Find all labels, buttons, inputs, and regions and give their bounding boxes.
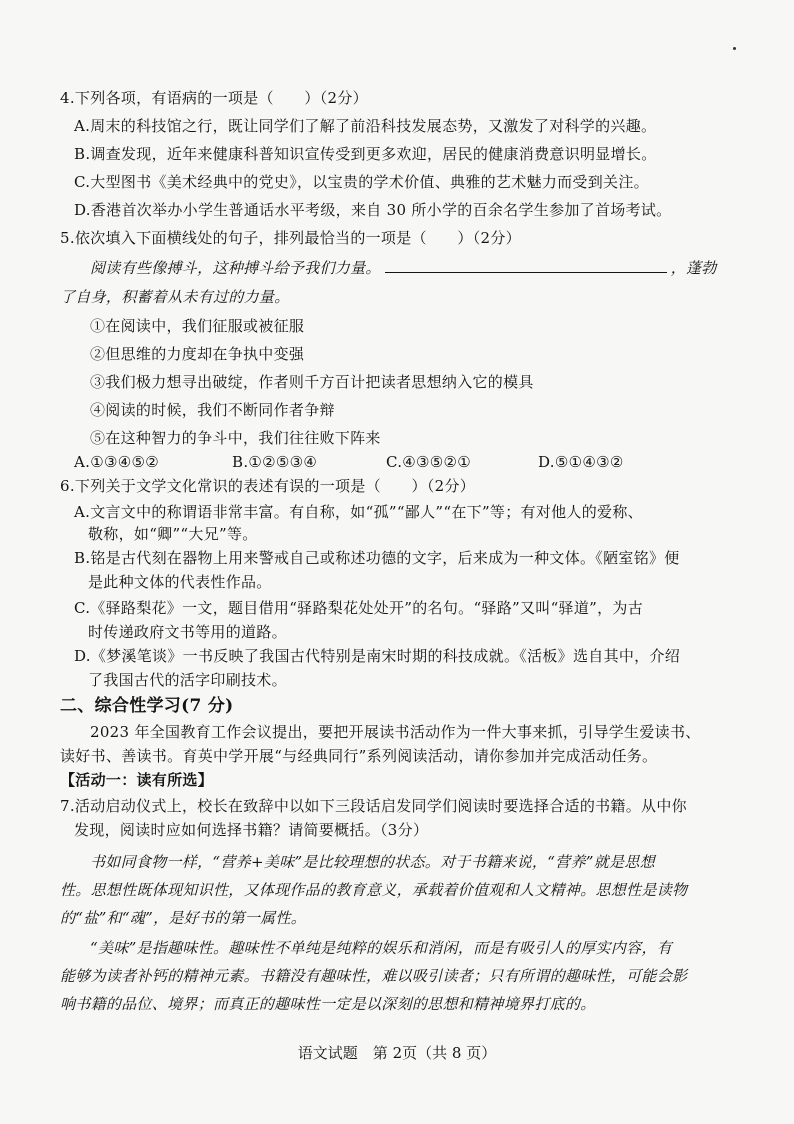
page-footer: 语文试题 第 2页（共 8 页） <box>297 1044 497 1062</box>
q4-option-c: C.大型图书《美术经典中的党史》，以宝贵的学术价值、典雅的艺术魅力而受到关注。 <box>74 173 649 191</box>
q5-passage-line2: 了自身，积蓄着从未有过的力量。 <box>60 288 290 306</box>
q7-passage1-line1: 书如同食物一样，“营养+美味”是比较理想的状态。对于书籍来说，“营养”就是思想 <box>90 853 655 871</box>
q5-option-c: C.④③⑤②① <box>386 453 472 471</box>
q5-sentence-2: ②但思维的力度却在争执中变强 <box>90 345 305 363</box>
fill-in-blank <box>385 258 667 273</box>
q5-passage-line1 <box>90 258 717 278</box>
q4-option-a: A.周末的科技馆之行，既让同学们了解了前沿科技发展态势，又激发了对科学的兴趣。 <box>74 117 657 135</box>
q5-passage-before: 阅读有些像搏斗，这种搏斗给予我们力量。 <box>90 259 381 277</box>
section2-intro-line1: 2023 年全国教育工作会议提出，要把开展读书活动作为一件大事来抓，引导学生爱读书、 <box>90 723 701 741</box>
q6-stem: 6.下列关于文学文化常识的表述有误的一项是（ ）（2分） <box>60 477 476 495</box>
q5-sentence-1: ①在阅读中，我们征服或被征服 <box>90 317 305 335</box>
section2-intro-line2: 读好书、善读书。育英中学开展“与经典同行”系列阅读活动，请你参加并完成活动任务。 <box>60 747 658 765</box>
q7-passage2-line1: “美味”是指趣味性。趣味性不单纯是纯粹的娱乐和消闲，而是有吸引人的厚实内容，有 <box>90 939 673 957</box>
q6-option-b-line2: 是此种文体的代表性作品。 <box>88 573 272 591</box>
q5-sentence-5: ⑤在这种智力的争斗中，我们往往败下阵来 <box>90 429 381 447</box>
q6-option-a-line1: A.文言文中的称谓语非常丰富。有自称，如“孤”“鄙人”“在下”等；有对他人的爱称、 <box>74 503 643 521</box>
q7-stem-line1: 7.活动启动仪式上，校长在致辞中以如下三段话启发同学们阅读时要选择合适的书籍。从中你 <box>60 797 687 815</box>
q6-option-a-line2: 敬称，如“卿”“大兄”等。 <box>88 525 258 543</box>
q5-option-b: B.①②⑤③④ <box>232 453 318 471</box>
q7-passage2-line2: 能够为读者补钙的精神元素。书籍没有趣味性，难以吸引读者；只有所谓的趣味性，可能会影 <box>60 967 688 985</box>
q5-option-a: A.①③④⑤② <box>74 453 159 471</box>
q7-stem-line2: 发现，阅读时应如何选择书籍？请简要概括。（3分） <box>74 821 429 839</box>
q6-option-d-line1: D.《梦溪笔谈》一书反映了我国古代特别是南宋时期的科技成就。《活板》选自其中，介绍 <box>74 647 681 665</box>
q5-passage-after: ，蓬勃 <box>670 259 717 277</box>
q7-passage1-line3: 的“盐”和“魂”，是好书的第一属性。 <box>60 909 307 927</box>
q5-stem: 5.依次填入下面横线处的句子，排列最恰当的一项是（ ）（2分） <box>60 229 521 247</box>
q5-sentence-4: ④阅读的时候，我们不断同作者争辩 <box>90 401 335 419</box>
section2-title: 二、综合性学习(7 分) <box>60 696 234 716</box>
q4-option-b: B.调查发现，近年来健康科普知识宣传受到更多欢迎，居民的健康消费意识明显增长。 <box>74 145 657 163</box>
q5-option-d: D.⑤①④③② <box>538 453 624 471</box>
activity1-heading: 【活动一：读有所选】 <box>60 771 214 789</box>
q6-option-c-line2: 时传递政府文书等用的道路。 <box>88 623 287 641</box>
q4-option-d: D.香港首次举办小学生普通话水平考级，来自 30 所小学的百余名学生参加了首场考试。 <box>74 201 672 219</box>
q5-sentence-3: ③我们极力想寻出破绽，作者则千方百计把读者思想纳入它的模具 <box>90 373 534 391</box>
q7-passage1-line2: 性。思想性既体现知识性，又体现作品的教育意义，承载着价值观和人文精神。思想性是读物 <box>60 881 688 899</box>
scan-speck <box>733 47 736 50</box>
q7-passage2-line3: 响书籍的品位、境界；而真正的趣味性一定是以深刻的思想和精神境界打底的。 <box>60 995 596 1013</box>
q6-option-b-line1: B.铭是古代刻在器物上用来警戒自己或称述功德的文字，后来成为一种文体。《陋室铭》便 <box>74 549 680 567</box>
q6-option-d-line2: 了我国古代的活字印刷技术。 <box>88 671 287 689</box>
q4-stem: 4.下列各项，有语病的一项是（ ）（2分） <box>60 89 368 107</box>
q6-option-c-line1: C.《驿路梨花》一文，题目借用“驿路梨花处处开”的名句。“驿路”又叫“驿道”，为古 <box>74 599 644 617</box>
